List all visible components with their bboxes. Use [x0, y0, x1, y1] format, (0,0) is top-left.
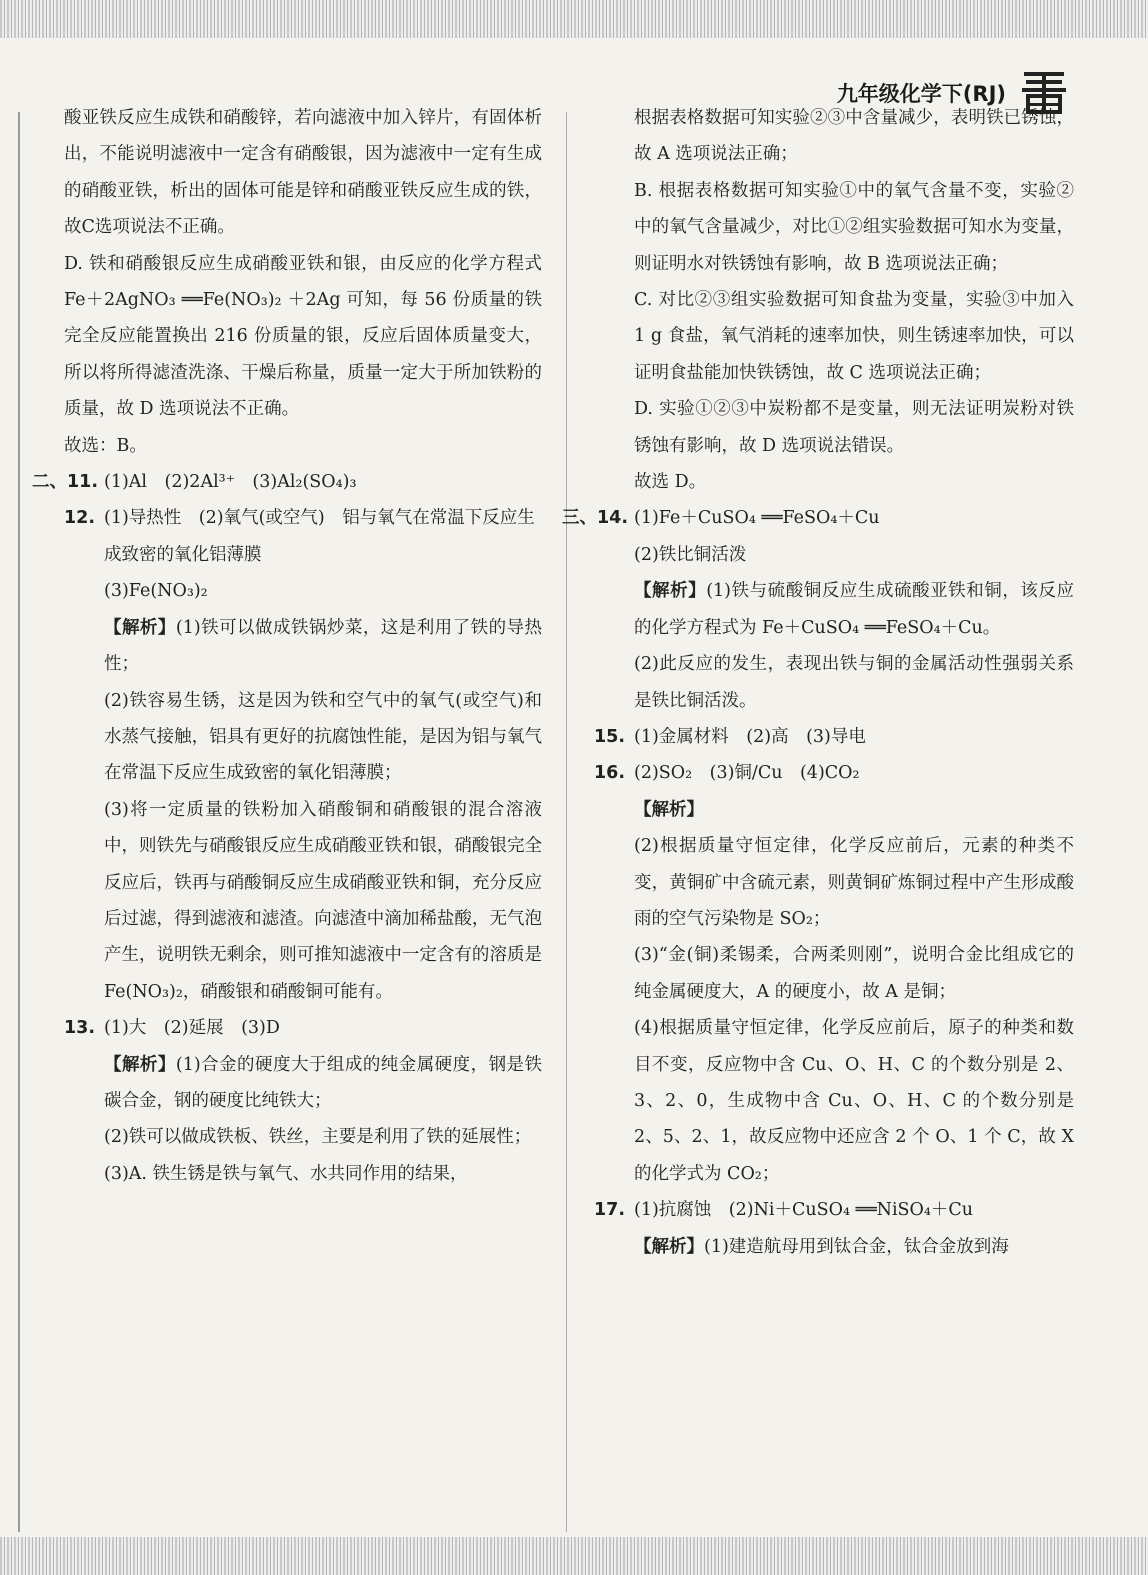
question-15 — [594, 719, 1074, 755]
analysis-text: (1)铁与硫酸铜反应生成硫酸亚铁和铜，该反应的化学方程式为 Fe＋CuSO₄ ══FeSO₄＋Cu。 — [634, 581, 1074, 638]
paragraph: 酸亚铁反应生成铁和硝酸锌，若向滤液中加入锌片，有固体析出，不能说明滤液中一定含有硝酸银，因为滤液中一定有生成的硝酸亚铁，析出的固体可能是锌和硝酸亚铁反应生成的铁，故C选项说法不正确。 — [64, 108, 542, 238]
analysis-text: (3)将一定质量的铁粉加入硝酸铜和硝酸银的混合溶液中，则铁先与硝酸银反应生成硝酸亚铁和银，硝酸银完全反应后，铁再与硝酸铜反应生成硝酸亚铁和铜，充分反应后过滤，得到滤液和滤渣。向滤渣中滴加稀盐酸，无气泡产生，说明铁无剩余，则可推知滤液中一定含有的溶质是 Fe(NO₃)₂，硝酸银和硝酸铜可能有。 — [104, 799, 542, 1002]
question-number: 15. — [594, 726, 626, 747]
question-number: 三、14. — [562, 508, 629, 529]
left-margin-rule — [18, 112, 20, 1532]
right-column — [562, 100, 1074, 1265]
answer-text: (1)Al (2)2Al³⁺ (3)Al₂(SO₄)₃ — [104, 472, 357, 493]
paragraph: 故选：B。 — [64, 435, 147, 456]
question-number: 12. — [64, 508, 96, 529]
top-scan-stripe — [0, 0, 1148, 38]
paragraph: B. 根据表格数据可知实验①中的氧气含量不变，实验②中的氧气含量减少，对比①②组实验数据可知水为变量，则证明水对铁锈蚀有影响，故 B 选项说法正确； — [634, 180, 1074, 274]
left-column — [32, 100, 543, 1192]
analysis-label: 【解析】 — [104, 617, 176, 638]
analysis-label: 【解析】 — [634, 1236, 704, 1257]
answer-text: (2)SO₂ (3)铜/Cu (4)CO₂ — [634, 763, 860, 784]
analysis-text: (3)A. 铁生锈是铁与氧气、水共同作用的结果， — [104, 1163, 468, 1184]
answer-text: (1)Fe＋CuSO₄ ══FeSO₄＋Cu — [634, 508, 880, 529]
analysis-text: (1)合金的硬度大于组成的纯金属硬度，钢是铁碳合金，钢的硬度比纯铁大； — [104, 1054, 543, 1111]
answer-text: (1)金属材料 (2)高 (3)导电 — [634, 726, 866, 747]
answer-text: (2)铁比铜活泼 — [634, 544, 747, 565]
analysis-text: (2)铁容易生锈，这是因为铁和空气中的氧气(或空气)和水蒸气接触，铝具有更好的抗腐蚀性能，是因为铝与氧气在常温下反应生成致密的氧化铝薄膜； — [104, 690, 542, 784]
analysis-paragraph — [64, 610, 542, 683]
bottom-scan-stripe — [0, 1537, 1148, 1575]
analysis-text: (4)根据质量守恒定律，化学反应前后，原子的种类和数目不变，反应物中含 Cu、O、H、C 的个数分别是 2、3、2、0，生成物中含 Cu、O、H、C 的个数分别是 2、5、2、1，故反应物中还应含 2 个 O、1 个 C，故 X 的化学式为 CO₂； — [634, 1018, 1074, 1184]
question-number: 16. — [594, 763, 626, 784]
question-14 — [562, 500, 1074, 536]
paragraph: 故选 D。 — [634, 472, 707, 493]
paragraph: D. 铁和硝酸银反应生成硝酸亚铁和银，由反应的化学方程式 Fe＋2AgNO₃ ══Fe(NO₃)₂ ＋2Ag 可知，每 56 份质量的铁完全反应能置换出 216 份质量的银，反应后固体质量变大，所以将所得滤渣洗涤、干燥后称量，质量一定大于所加铁粉的质量，故 D 选项说法不正确。 — [64, 253, 542, 420]
question-number: 13. — [64, 1018, 96, 1039]
question-16 — [594, 755, 1074, 791]
question-11 — [32, 464, 542, 500]
header-title: 九年级化学下(RJ) — [836, 82, 1006, 106]
question-17 — [594, 1192, 1074, 1228]
answer-text: (1)导热性 (2)氧气(或空气) 铝与氧气在常温下反应生成致密的氧化铝薄膜 — [104, 508, 535, 565]
analysis-paragraph — [594, 792, 1074, 828]
answer-text: (3)Fe(NO₃)₂ — [104, 581, 208, 602]
paragraph: D. 实验①②③中炭粉都不是变量，则无法证明炭粉对铁锈蚀有影响，故 D 选项说法错误。 — [634, 399, 1074, 456]
analysis-label: 【解析】 — [634, 799, 704, 820]
answer-text: (1)大 (2)延展 (3)D — [104, 1018, 280, 1039]
question-12 — [64, 500, 542, 573]
question-number: 17. — [594, 1200, 626, 1221]
question-13 — [64, 1010, 542, 1046]
analysis-text: (2)铁可以做成铁板、铁丝，主要是利用了铁的延展性； — [104, 1127, 532, 1148]
answer-text: (1)抗腐蚀 (2)Ni＋CuSO₄ ══NiSO₄＋Cu — [634, 1200, 974, 1221]
analysis-paragraph — [64, 1047, 542, 1120]
question-number: 二、11. — [32, 472, 99, 493]
column-divider — [566, 112, 567, 1532]
analysis-text: (2)此反应的发生，表现出铁与铜的金属活动性强弱关系是铁比铜活泼。 — [634, 654, 1074, 711]
analysis-text: (1)建造航母用到钛合金，钛合金放到海 — [704, 1236, 1009, 1257]
analysis-text: (1)铁可以做成铁锅炒菜，这是利用了铁的导热性； — [104, 617, 543, 675]
analysis-text: (3)“金(铜)柔锡柔，合两柔则刚”，说明合金比组成它的纯金属硬度大，A 的硬度小，故 A 是铜； — [634, 945, 1074, 1002]
analysis-paragraph — [594, 1229, 1074, 1265]
paragraph: 根据表格数据可知实验②③中含量减少，表明铁已锈蚀，故 A 选项说法正确； — [634, 108, 1074, 165]
paragraph: C. 对比②③组实验数据可知食盐为变量，实验③中加入 1 g 食盐，氧气消耗的速率加快，则生锈速率加快，可以证明食盐能加快铁锈蚀，故 C 选项说法正确； — [634, 290, 1074, 383]
analysis-label: 【解析】 — [634, 581, 707, 602]
analysis-paragraph — [594, 573, 1074, 646]
analysis-text: (2)根据质量守恒定律，化学反应前后，元素的种类不变，黄铜矿中含硫元素，则黄铜矿炼铜过程中产生形成酸雨的空气污染物是 SO₂； — [634, 836, 1074, 929]
analysis-label: 【解析】 — [104, 1054, 176, 1075]
